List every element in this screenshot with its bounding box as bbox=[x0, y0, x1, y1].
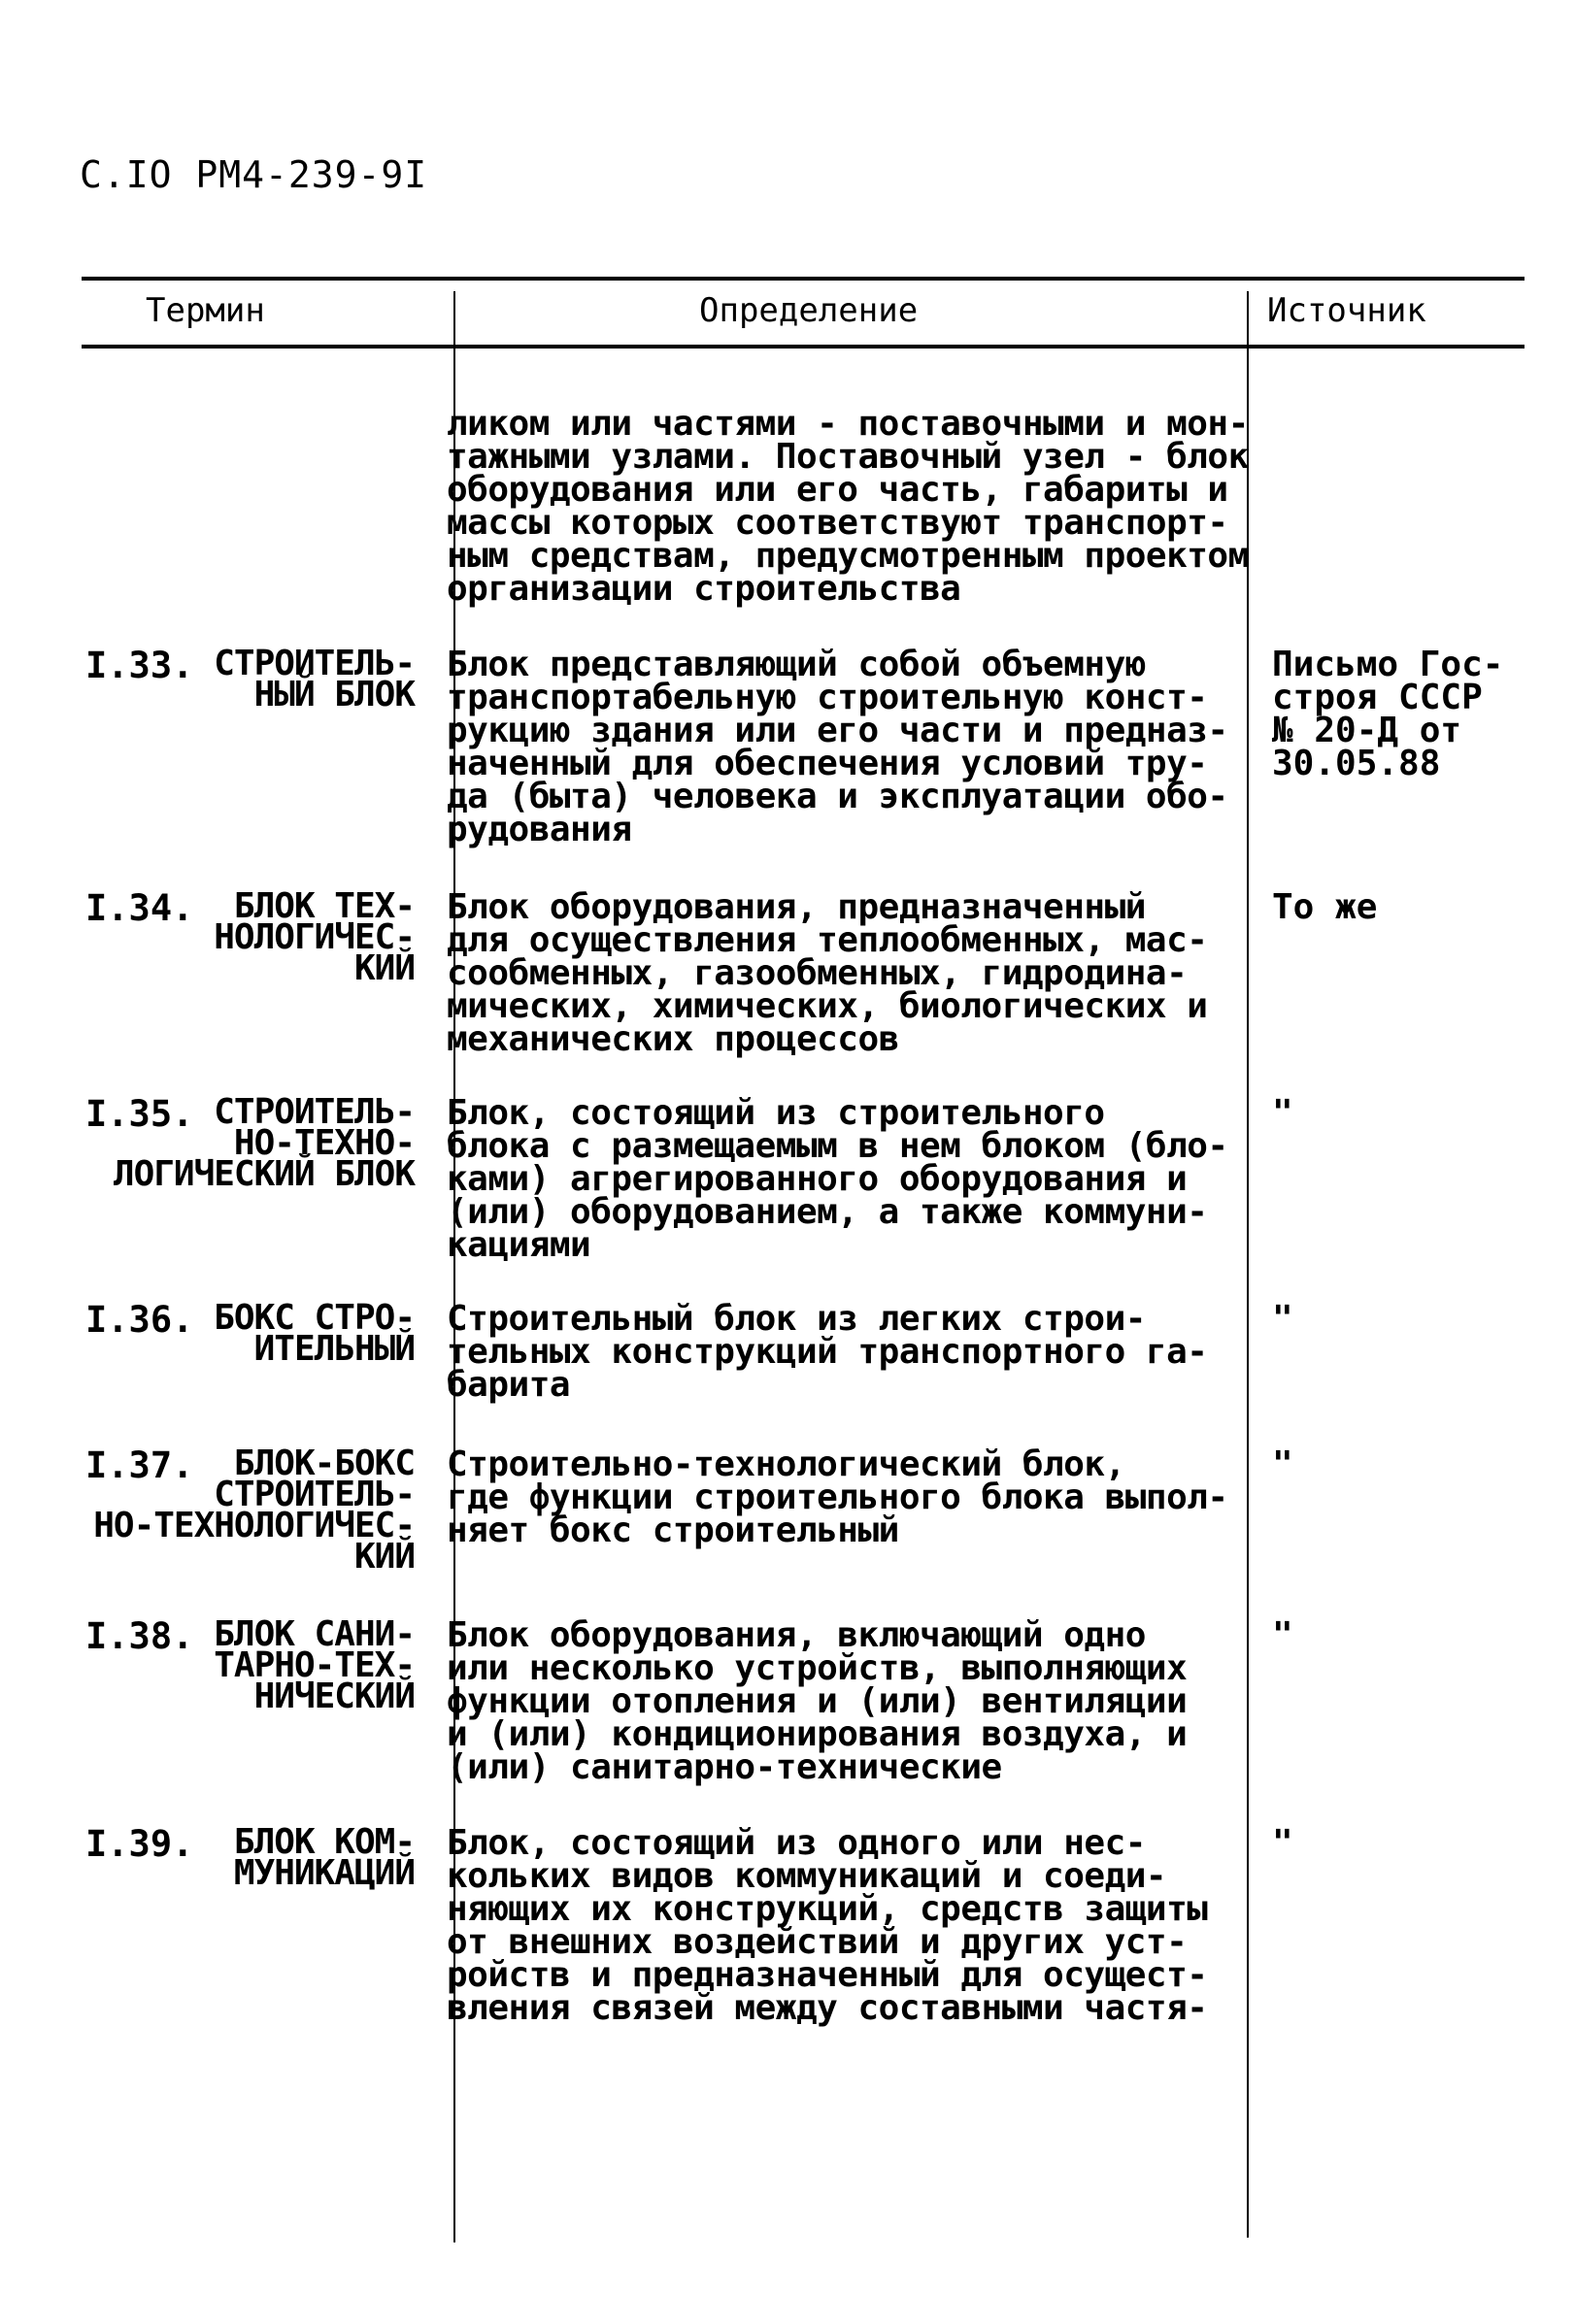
entry-definition: Блок, состоящий из одного или нес- кольких видов коммуникаций и соеди- няющих их конструкций, средств защиты от внешних воздействий и других уст- ройств и предназначенный для осущест- вления связей между составными частя- bbox=[447, 1823, 1208, 2028]
page-header: С.IО РМ4-239-9I bbox=[80, 153, 428, 196]
entry-definition: Строительно-технологический блок, где функции строительного блока выпол- няет бокс строительный bbox=[447, 1444, 1228, 1550]
table-header-rule bbox=[82, 345, 1525, 349]
column-header-term: Термин bbox=[146, 291, 265, 330]
entry-number: I.37. bbox=[85, 1444, 194, 1486]
entry-number: I.35. bbox=[85, 1093, 194, 1135]
entry-term: БЛОК КОМ- МУНИКАЦИЙ bbox=[233, 1822, 415, 1893]
entry-source: То же bbox=[1272, 887, 1378, 927]
entry-number: I.38. bbox=[85, 1615, 194, 1657]
column-header-source: Источник bbox=[1267, 291, 1426, 330]
entry-number: I.33. bbox=[85, 645, 194, 686]
entry-term: БЛОК ТЕХ- НОЛОГИЧЕС- КИЙ bbox=[214, 886, 415, 988]
entry-number: I.39. bbox=[85, 1823, 194, 1865]
entry-source: " bbox=[1272, 1615, 1293, 1655]
entry-term: БЛОК САНИ- ТАРНО-ТЕХ- НИЧЕСКИЙ bbox=[214, 1614, 415, 1716]
column-header-definition: Определение bbox=[699, 291, 919, 330]
entry-definition: Строительный блок из легких строи- тельных конструкций транспортного га- барита bbox=[447, 1299, 1208, 1405]
entry-definition: Блок, состоящий из строительного блока с размещаемым в нем блоком (бло- ками) агрегированного оборудования и (или) оборудованием, а также коммуни- кациями bbox=[447, 1093, 1228, 1265]
entry-definition: Блок оборудования, включающий одно или несколько устройств, выполняющих функции отопления и (или) вентиляции и (или) кондиционирования воздуха, и (или) санитарно-технические bbox=[447, 1615, 1188, 1787]
entry-source: " bbox=[1272, 1093, 1293, 1133]
entry-source: " bbox=[1272, 1299, 1293, 1339]
entry-number: I.34. bbox=[85, 887, 194, 929]
entry-source: " bbox=[1272, 1823, 1293, 1863]
entry-term: СТРОИТЕЛЬ- НЫЙ БЛОК bbox=[214, 644, 415, 714]
table-top-rule bbox=[82, 277, 1525, 281]
entry-term: БОКС СТРО- ИТЕЛЬНЫЙ bbox=[214, 1298, 415, 1369]
entry-definition: Блок представляющий собой объемную транспортабельную строительную конст- рукцию здания или его части и предназ- наченный для обеспечения условий тру- да (быта) человека и эксплуатации обо- рудования bbox=[447, 645, 1228, 849]
entry-definition: Блок оборудования, предназначенный для осуществления теплообменных, мас- сообменных, газообменных, гидродина- мических, химических, биологических и механических процессов bbox=[447, 887, 1208, 1059]
entry-number: I.36. bbox=[85, 1299, 194, 1341]
entry-source: " bbox=[1272, 1444, 1293, 1484]
continuation-definition: ликом или частями - поставочными и мон- тажными узлами. Поставочный узел - блок оборудования или его часть, габариты и массы которых соответствуют транспорт- ным средствам, предусмотренным проектом организации строительства bbox=[447, 404, 1249, 609]
entry-term: СТРОИТЕЛЬ- НО-ТЕХНО- ЛОГИЧЕСКИЙ БЛОК bbox=[113, 1092, 415, 1194]
entry-source: Письмо Гос- строя СССР № 20-Д от 30.05.88 bbox=[1272, 645, 1504, 783]
entry-term: БЛОК-БОКС СТРОИТЕЛЬ- НО-ТЕХНОЛОГИЧЕС- КИЙ bbox=[93, 1444, 415, 1577]
